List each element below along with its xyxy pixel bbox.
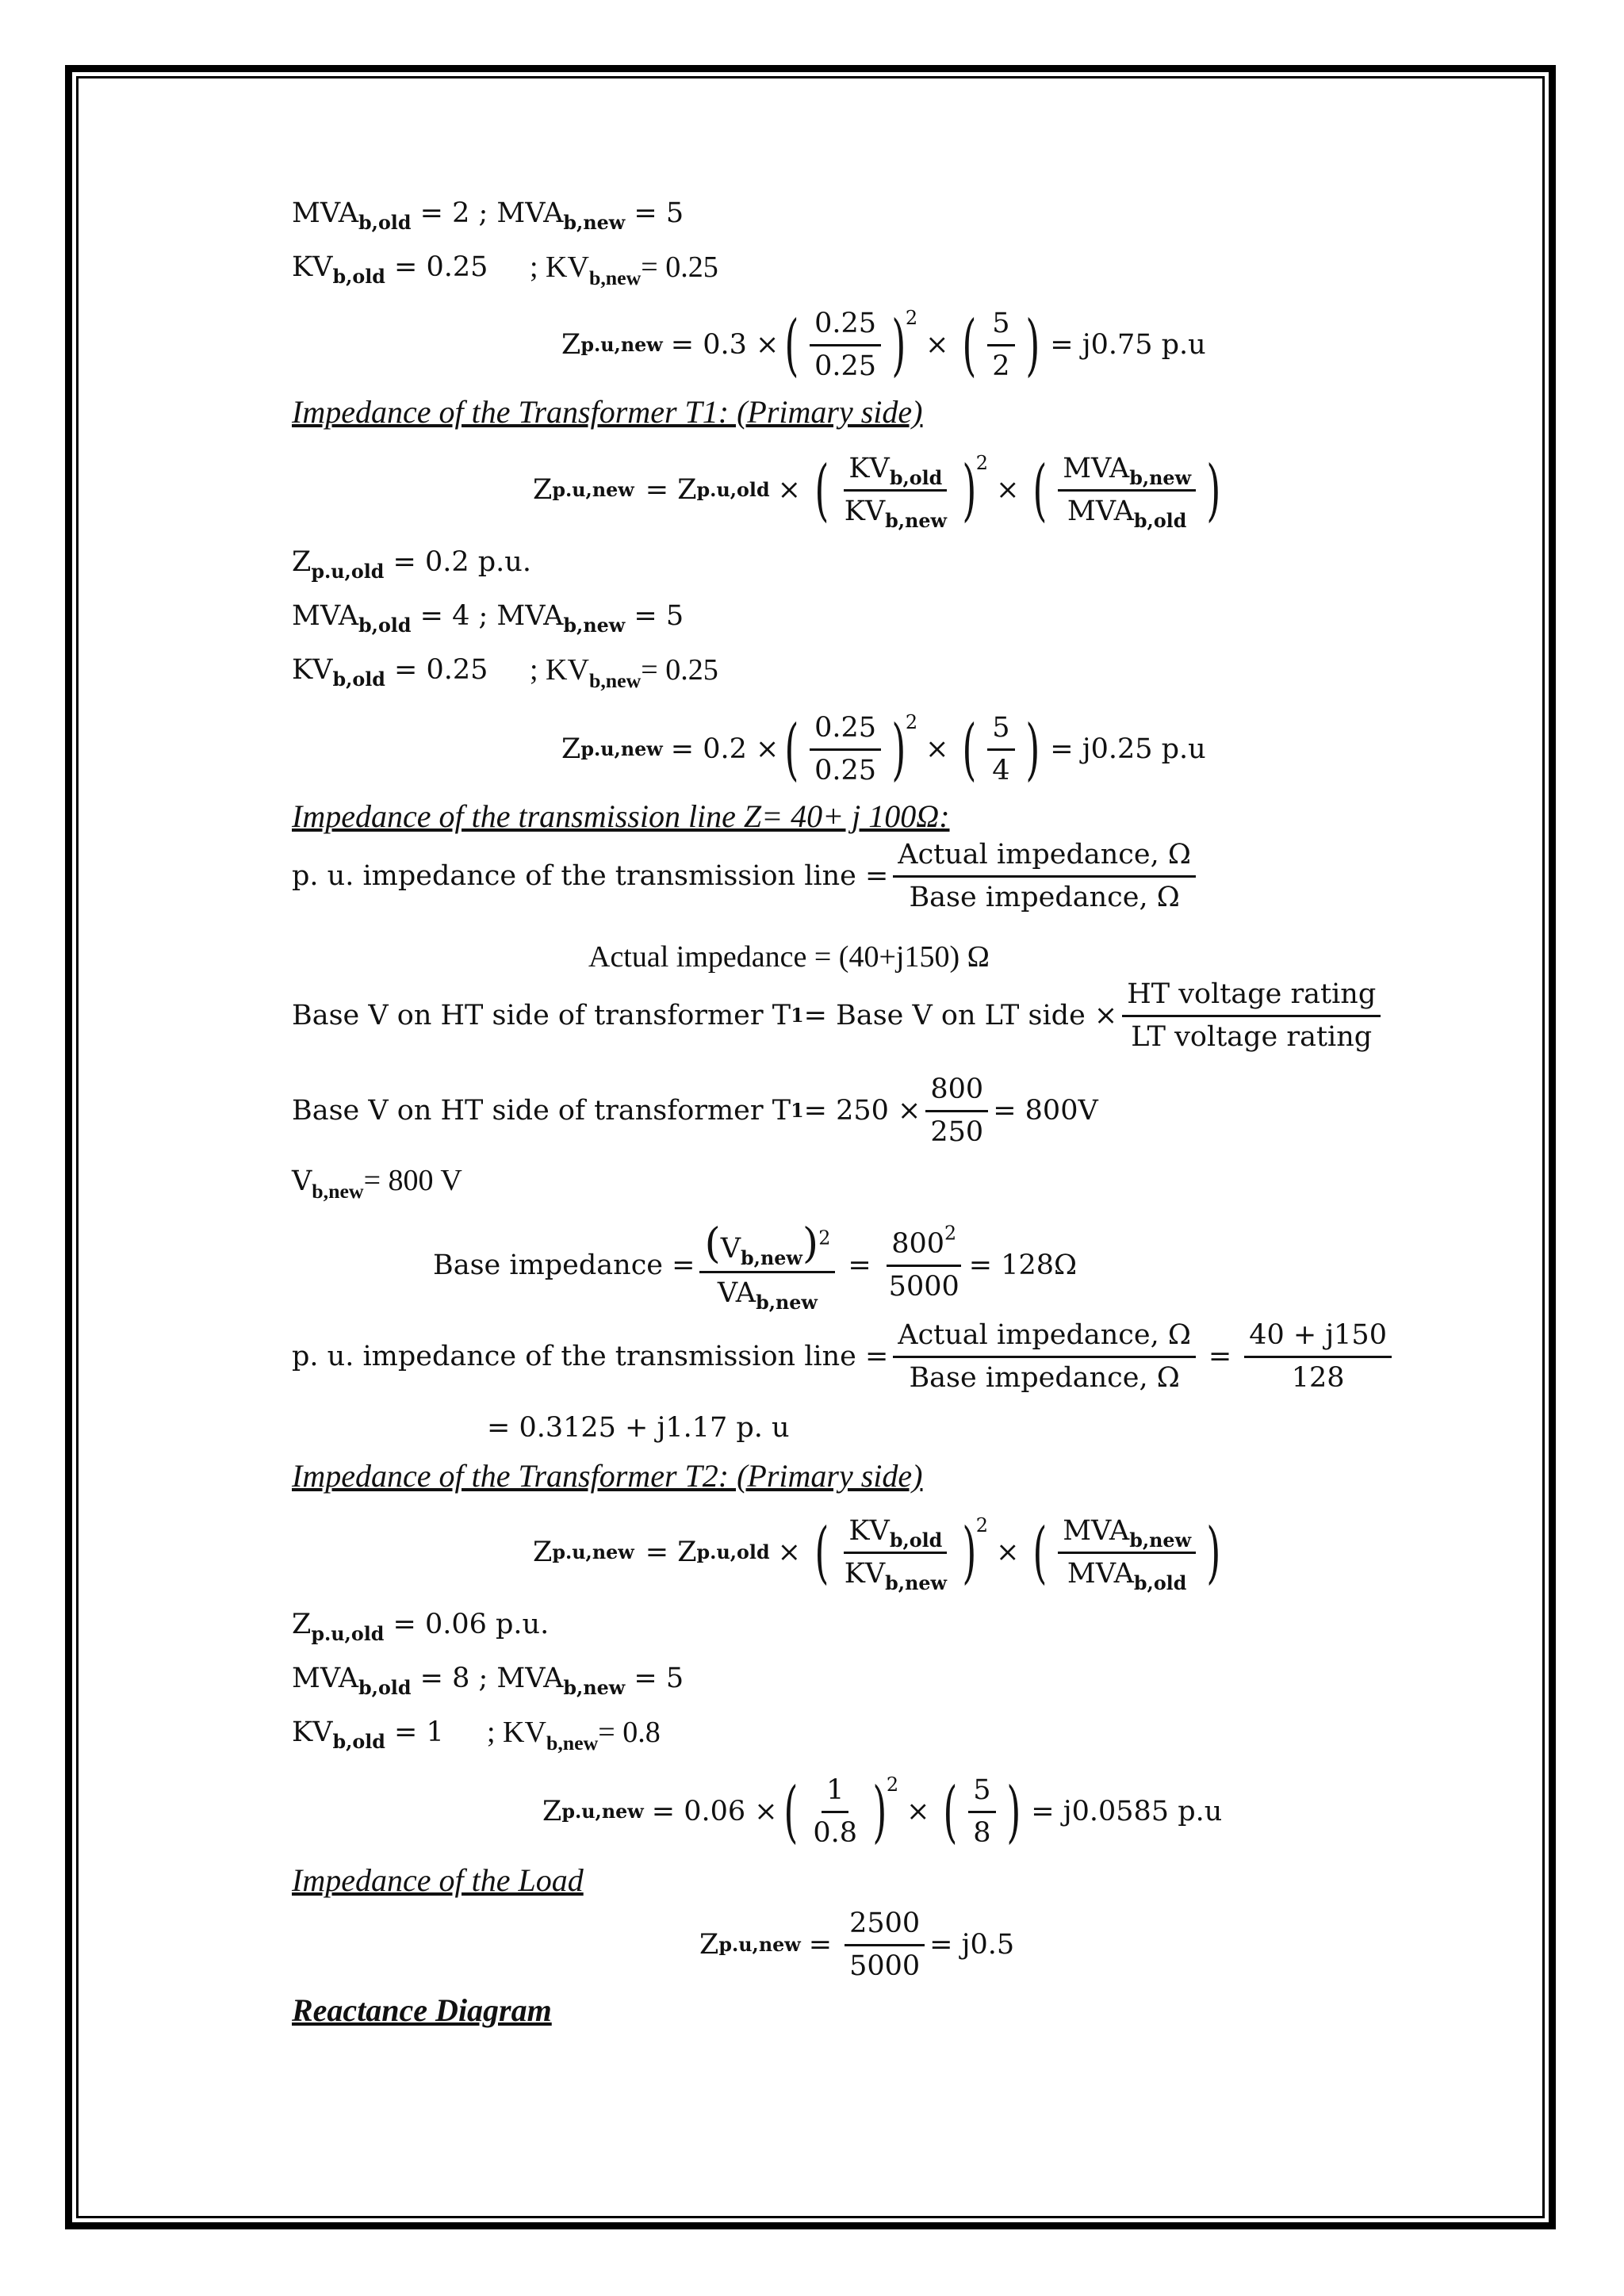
pu-impedance-result: = 0.3125 + j1.17 p. u <box>487 1412 790 1444</box>
heading-transmission-line: Impedance of the transmission line Z= 40+ j 100Ω: <box>292 798 950 834</box>
formula-transformer-t2: Z p.u,new = Z p.u,old × ( $\frac{KV_{b,old}}{KV_{b,new}}$ ) 2 × ( $\frac{MVA_{b,new}}{MVA_{b,old}}$ ) <box>533 1513 1221 1594</box>
z-old-line-1: $Z_{p.u,old} = 0.2$ p.u. <box>292 546 531 584</box>
heading-transformer-t1: Impedance of the Transformer T1: (Primary side) <box>292 394 923 430</box>
mva-line-2: $MVA_{b,old} = 4$ ; $MVA_{b,new} = 5$ <box>292 600 684 637</box>
z-old-line-2: $Z_{p.u,old} = 0.06$ p.u. <box>292 1609 550 1646</box>
kv-line-2: $KV_{b,old} = 0.25$ <box>292 654 488 691</box>
load-equation: Z p.u,new = $\frac{2500}{5000}$ = j0.5 <box>699 1907 1015 1982</box>
pu-impedance-formula-1: p. u. impedance of the transmission line = $\frac{\text{Actual impedance, Ω}}{\text{Base impedance, Ω}}$ <box>292 832 1201 920</box>
mva-line-1: $MVA_{b,old} = 2$ ; $MVA_{b,new} = 5$ <box>292 197 684 235</box>
vb-new-line: $V_{b,new}= 800$ V <box>292 1164 462 1203</box>
kv-line-3: $KV_{b,old} = 1$ <box>292 1716 444 1754</box>
heading-reactance-diagram: Reactance Diagram <box>292 1992 552 2028</box>
kv-line-2-right: ; $KV_{b,new}= 0.25$ <box>530 653 718 692</box>
equation-zpu-new-1: Z p.u,new = 0.3 × ( $\frac{0.25}{0.25}$ ) 2 × ( $\frac{5}{2}$ ) = j0.75 p.u <box>561 306 1206 384</box>
formula-transformer-t1: Z p.u,new = Z p.u,old × ( $\frac{KV_{b,old}}{KV_{b,new}}$ ) 2 × ( $\frac{MVA_{b,new}}{MVA_{b,old}}$ ) <box>533 451 1221 532</box>
base-v-ht-formula: Base V on HT side of transformer T 1 = Base V on LT side × $\frac{\text{HT voltage rating}}{\text{LT voltage rating}}$ <box>292 972 1385 1059</box>
actual-impedance-line: Actual impedance = (40+j150) Ω <box>588 940 990 974</box>
kv-line-1: $KV_{b,old} = 0.25$ <box>292 251 488 289</box>
base-v-ht-value: Base V on HT side of transformer T 1 = 250 × $\frac{800}{250}$ = 800V <box>292 1073 1098 1148</box>
heading-load: Impedance of the Load <box>292 1862 584 1898</box>
kv-line-3-right: ; $KV_{b,new}= 0.8$ <box>487 1716 661 1755</box>
base-impedance-formula: Base impedance = $\frac{(V_{b,new})^2}{VA_{b,new}}$ = $\frac{800^2}{5000}$ = 128Ω <box>433 1220 1078 1314</box>
equation-zpu-new-2: Z p.u,new = 0.2 × ( $\frac{0.25}{0.25}$ ) 2 × ( $\frac{5}{4}$ ) = j0.25 p.u <box>561 710 1206 788</box>
mva-line-3: $MVA_{b,old} = 8$ ; $MVA_{b,new} = 5$ <box>292 1663 684 1700</box>
kv-line-1-right: ; $KV_{b,new}= 0.25$ <box>530 251 718 289</box>
heading-transformer-t2: Impedance of the Transformer T2: (Primary side) <box>292 1458 923 1494</box>
equation-zpu-new-3: Z p.u,new = 0.06 × ( $\frac{1}{0.8}$ ) 2 × ( $\frac{5}{8}$ ) = j0.0585 p.u <box>542 1773 1223 1850</box>
pu-impedance-formula-2: p. u. impedance of the transmission line = $\frac{\text{Actual impedance, Ω}}{\text{Base impedance, Ω}}$ = $\frac{40 + j150}{128}$ <box>292 1313 1396 1400</box>
